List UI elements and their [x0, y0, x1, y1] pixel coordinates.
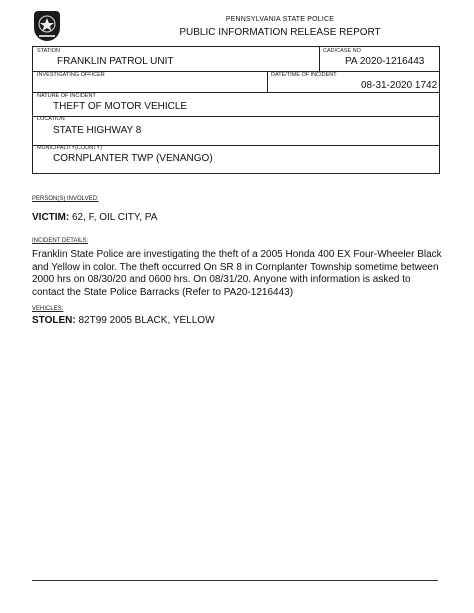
municipality-label: MUNICIPALITY(COUNTY) [37, 145, 102, 151]
report-form [32, 46, 440, 174]
state-police-seal-icon [34, 11, 60, 41]
nature-of-incident-value: THEFT OF MOTOR VEHICLE [53, 101, 188, 112]
victim-value: 62, F, OIL CITY, PA [69, 212, 158, 223]
victim-key: VICTIM: [32, 212, 70, 223]
stolen-value: 82T99 2005 BLACK, YELLOW [75, 315, 215, 326]
divider [33, 116, 439, 117]
stolen-vehicle-line [32, 315, 215, 326]
divider [319, 47, 320, 72]
municipality-value: CORNPLANTER TWP (VENANGO) [53, 153, 213, 164]
location-label: LOCATION [37, 116, 65, 122]
station-label: STATION [37, 48, 61, 54]
report-title: PUBLIC INFORMATION RELEASE REPORT [179, 27, 381, 38]
case-number-value: PA 2020-1216443 [345, 56, 425, 67]
incident-datetime-label: DATE/TIME OF INCIDENT [271, 72, 337, 78]
nature-of-incident-label: NATURE OF INCIDENT [37, 93, 96, 99]
agency-name: PENNSYLVANIA STATE POLICE [225, 16, 335, 23]
case-number-label: CAD/CASE NO [323, 48, 361, 54]
divider [267, 71, 268, 93]
incident-datetime-value: 08-31-2020 1742 [361, 80, 438, 91]
incident-details-label: INCIDENT DETAILS: [32, 238, 89, 244]
vehicles-label: VEHICLES: [32, 306, 64, 312]
incident-details-text: Franklin State Police are investigating the theft of a 2005 Honda 400 EX Four-Wheeler Black and Yellow in color. The theft occurred On SR 8 in Cornplanter Township sometime between 2000 hrs on 08/30/20 and 0600 hrs. On 08/31/20. Anyone with information is asked to contact the State Police Barracks (Refer to PA20-1216443) [32, 249, 442, 298]
investigating-officer-label: INVESTIGATING OFFICER [37, 72, 105, 78]
station-value: FRANKLIN PATROL UNIT [57, 56, 174, 67]
persons-involved-label: PERSON(S) INVOLVED: [32, 196, 99, 202]
location-value: STATE HIGHWAY 8 [53, 125, 142, 136]
victim-line [32, 212, 157, 223]
stolen-key: STOLEN: [32, 315, 76, 326]
footer-divider [32, 580, 438, 581]
